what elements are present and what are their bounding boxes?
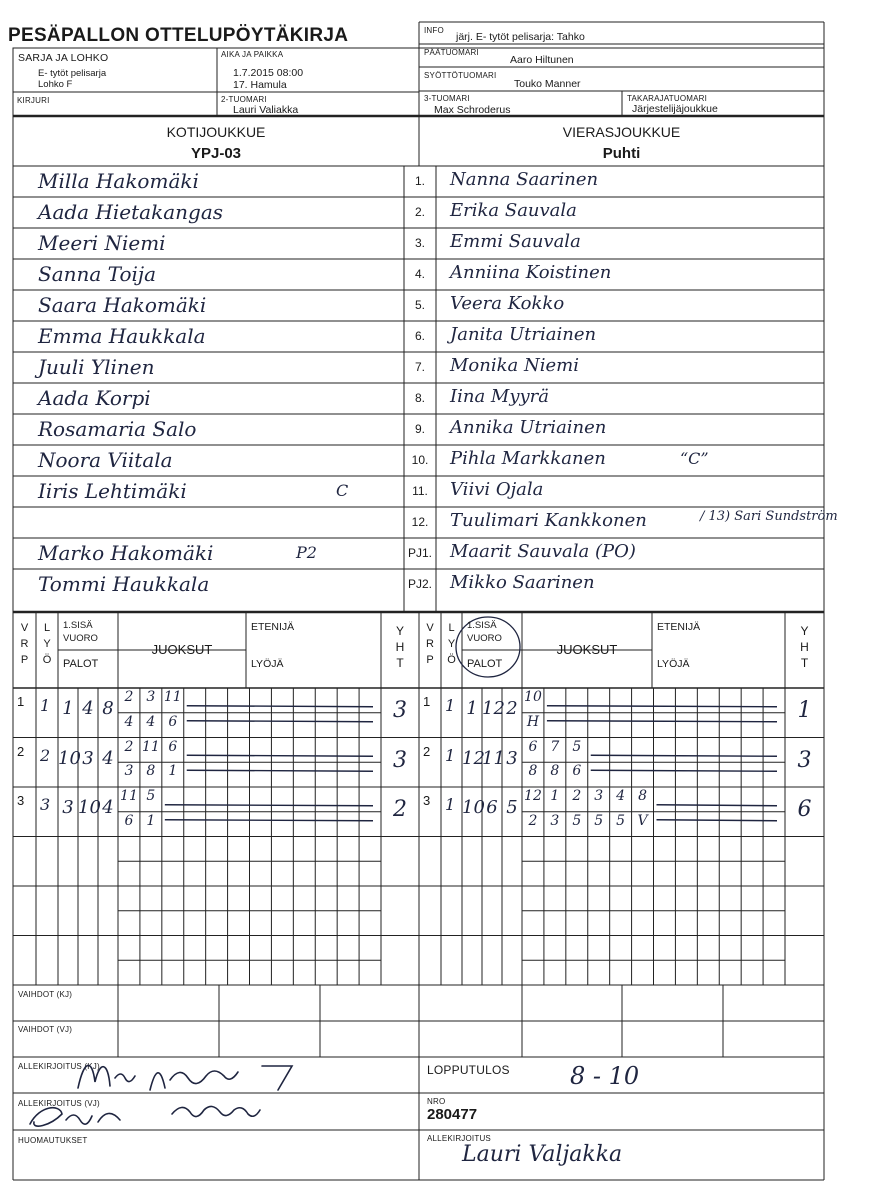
home-player-name: Emma Haukkala [38, 324, 206, 348]
vaihdot-kj-label: VAIHDOT (KJ) [18, 990, 73, 999]
away-player-name: Maarit Sauvala (PO) [450, 541, 636, 562]
period-total: 3 [393, 747, 407, 773]
palot-value: 3 [506, 747, 518, 769]
run-top-value: 6 [168, 738, 178, 755]
run-top-value: 1 [550, 788, 560, 804]
run-bottom-value: 4 [146, 713, 156, 730]
away-player-name: Nanna Saarinen [450, 169, 599, 190]
run-bottom-value: 4 [124, 713, 134, 730]
run-bottom-value: 6 [168, 713, 178, 730]
strike-line [187, 706, 373, 707]
yht-header: T [396, 656, 404, 670]
aika-value: 1.7.2015 08:00 [233, 67, 304, 79]
palot-header: PALOT [63, 658, 99, 670]
run-bottom-value: 8 [146, 763, 156, 780]
takaraja-value: Järjestelijäjoukkue [632, 103, 718, 115]
away-player-name: Viivi Ojala [450, 479, 544, 500]
yht-header: H [395, 640, 405, 654]
batting-order-mark: 1 [445, 696, 456, 715]
home-player-name: Aada Hietakangas [38, 200, 223, 224]
run-top-value: 6 [528, 738, 538, 755]
run-bottom-value: 3 [124, 763, 134, 780]
nro-value: 280477 [427, 1106, 478, 1123]
vuoro-header-1: 1.SISÄ [467, 620, 497, 631]
roster-number: 5. [414, 298, 425, 312]
yht-header: Y [395, 624, 404, 638]
batting-order-mark: 1 [445, 795, 456, 814]
yht-header: Y [800, 624, 809, 638]
palot-value: 3 [82, 747, 94, 769]
away-player-mark: “C” [680, 449, 709, 468]
roster-number: 10. [411, 453, 429, 467]
roster-number: 4. [414, 267, 425, 281]
away-player-name: Veera Kokko [450, 293, 565, 314]
strike-line [657, 805, 778, 806]
vrp-header: V [20, 622, 29, 634]
palot-value: 11 [482, 747, 505, 769]
palot-value: 10 [462, 797, 485, 818]
juoksut-header: JUOKSUT [556, 642, 618, 657]
etenija-header: ETENIJÄ [251, 621, 295, 633]
palot-value: 1 [466, 698, 478, 719]
run-bottom-value: 5 [616, 812, 626, 829]
palot-value: 2 [506, 698, 518, 719]
home-player-name: Milla Hakomäki [38, 169, 199, 193]
vrp-header: R [426, 638, 434, 650]
away-player-name: Mikko Saarinen [450, 572, 595, 593]
period-number: 3 [423, 793, 431, 808]
period-total: 2 [393, 797, 407, 822]
syottotuomari-label: SYÖTTÖTUOMARI [424, 71, 497, 80]
home-player-name: Saara Hakomäki [38, 293, 207, 317]
period-number: 1 [423, 694, 431, 709]
vuoro-header-1: 1.SISÄ [63, 620, 93, 631]
run-bottom-value: 6 [572, 763, 582, 780]
away-player-name: Tuulimari Kankkonen [450, 510, 647, 531]
takaraja-label: TAKARAJATUOMARI [627, 94, 708, 103]
nro-label: NRO [427, 1097, 446, 1106]
run-bottom-value: 1 [168, 763, 178, 780]
roster-number: 1. [414, 174, 425, 188]
roster-number: PJ1. [407, 546, 432, 560]
roster-number: 3. [414, 236, 425, 250]
run-bottom-value: 6 [124, 812, 134, 829]
run-top-value: 11 [141, 738, 160, 755]
period-number: 2 [423, 743, 431, 759]
lopputulos-label: LOPPUTULOS [427, 1063, 510, 1077]
period-total: 6 [797, 797, 812, 822]
paatuomari-label: PÄÄTUOMARI [424, 48, 479, 57]
strike-line [165, 820, 373, 821]
lohko-value: Lohko F [38, 79, 73, 90]
away-player-name: Annika Utriainen [450, 417, 607, 438]
run-bottom-value: 1 [146, 812, 156, 829]
period-total: 3 [393, 698, 407, 723]
run-bottom-value: 8 [550, 763, 560, 780]
run-top-value: 12 [524, 788, 542, 804]
away-player-mark: / 13) Sari Sundström [700, 509, 838, 524]
run-top-value: 3 [146, 689, 156, 705]
home-player-mark: C [336, 481, 349, 500]
run-top-value: 5 [146, 788, 156, 804]
info-value: järj. E- tytöt pelisarja: Tahko [456, 31, 585, 43]
batting-order-mark: 3 [40, 795, 51, 814]
run-top-value: 7 [550, 738, 560, 755]
huomautukset-label: HUOMAUTUKSET [18, 1136, 88, 1145]
period-number: 1 [17, 694, 25, 709]
strike-line [591, 755, 777, 756]
ly-header: Y [43, 638, 51, 650]
roster-number: 8. [414, 391, 425, 405]
roster-number: PJ2. [407, 577, 432, 591]
tuomari2-label: 2-TUOMARI [221, 95, 267, 104]
paatuomari-value: Aaro Hiltunen [510, 54, 574, 66]
away-player-name: Erika Sauvala [450, 200, 577, 221]
home-team-label: KOTIJOUKKUE [166, 124, 266, 140]
vrp-header: P [426, 654, 434, 666]
strike-line [657, 820, 778, 821]
run-top-value: 2 [572, 788, 582, 804]
run-top-value: 5 [572, 738, 582, 755]
aika-label: AIKA JA PAIKKA [221, 50, 284, 59]
ly-header: Ö [447, 654, 456, 666]
etenija-header: ETENIJÄ [657, 621, 701, 633]
vrp-header: V [426, 622, 434, 634]
roster-number: 9. [414, 422, 425, 436]
roster-number: 7. [414, 360, 425, 374]
run-top-value: 3 [594, 788, 604, 804]
sarja-label: SARJA JA LOHKO [18, 52, 109, 64]
run-top-value: 10 [524, 689, 542, 705]
tuomari2-value: Lauri Valiakka [233, 104, 299, 116]
home-player-name: Rosamaria Salo [38, 417, 197, 441]
roster-number: 6. [414, 329, 425, 343]
juoksut-header: JUOKSUT [151, 642, 213, 657]
home-player-name: Noora Viitala [38, 448, 173, 472]
syottotuomari-value: Touko Manner [514, 78, 581, 90]
palot-header: PALOT [467, 658, 503, 670]
strike-line [187, 755, 373, 756]
home-player-name: Marko Hakomäki [38, 541, 214, 565]
home-team-name: YPJ-03 [190, 145, 242, 162]
run-bottom-value: 5 [572, 812, 582, 829]
run-bottom-value: 8 [528, 763, 538, 780]
palot-value: 4 [82, 698, 94, 719]
strike-line [591, 770, 777, 771]
home-player-name: Meeri Niemi [38, 231, 166, 255]
palot-value: 4 [102, 797, 114, 818]
referee-signature: Lauri Valjakka [462, 1142, 623, 1167]
batting-order-mark: 1 [40, 696, 51, 715]
run-top-value: 2 [124, 738, 134, 755]
palot-value: 4 [102, 747, 114, 769]
run-top-value: 4 [616, 788, 626, 804]
palot-value: 10 [78, 797, 101, 818]
strike-line [187, 770, 373, 771]
home-player-name: Tommi Haukkala [38, 572, 210, 596]
allekirjoitus-label: ALLEKIRJOITUS [427, 1134, 491, 1143]
period-total: 3 [797, 747, 812, 773]
ly-header: Ö [42, 654, 52, 666]
vuoro-header-2: VUORO [467, 633, 502, 644]
palot-value: 10 [58, 747, 81, 769]
period-total: 1 [797, 698, 812, 723]
roster-number: 12. [411, 515, 429, 529]
vuoro-header-2: VUORO [63, 633, 98, 644]
away-player-name: Emmi Sauvala [450, 231, 581, 252]
palot-value: 6 [486, 797, 498, 818]
away-player-name: Pihla Markkanen [450, 448, 606, 469]
ly-header: L [43, 622, 51, 634]
allekirjoitus-kj-label: ALLEKIRJOITUS (KJ) [18, 1062, 100, 1071]
palot-value: 12 [462, 747, 485, 769]
ly-header: Y [447, 638, 456, 650]
period-number: 3 [17, 793, 25, 808]
vrp-header: R [20, 638, 29, 650]
yht-header: T [800, 656, 809, 670]
ly-header: L [448, 622, 455, 634]
lopputulos-value: 8 - 10 [570, 1062, 640, 1090]
roster-number: 2. [414, 205, 425, 219]
tuomari3-value: Max Schroderus [434, 104, 511, 116]
run-bottom-value: 3 [550, 812, 560, 829]
strike-line [547, 721, 777, 722]
roster-number: 11. [412, 484, 428, 498]
tuomari3-label: 3-TUOMARI [424, 94, 470, 103]
batting-order-mark: 2 [40, 745, 51, 765]
away-player-name: Anniina Koistinen [450, 262, 612, 283]
strike-line [547, 706, 777, 707]
palot-value: 3 [62, 797, 74, 818]
run-top-value: 11 [120, 788, 138, 804]
period-number: 2 [17, 743, 25, 759]
run-top-value: 11 [163, 689, 182, 705]
home-player-name: Juuli Ylinen [38, 355, 155, 379]
run-bottom-value: 5 [594, 812, 604, 829]
strike-line [165, 805, 373, 806]
sarja-value: E- tytöt pelisarja [38, 68, 107, 79]
kirjuri-label: KIRJURI [17, 96, 50, 105]
away-player-name: Iina Myyrä [450, 386, 550, 407]
run-bottom-value: H [526, 713, 540, 730]
vaihdot-vj-label: VAIHDOT (VJ) [18, 1025, 73, 1034]
home-player-name: Aada Korpi [38, 386, 151, 410]
lyoja-header: LYÖJÄ [657, 658, 690, 670]
palot-value: 1 [62, 698, 74, 719]
palot-value: 8 [102, 698, 114, 719]
page-title: PESÄPALLON OTTELUPÖYTÄKIRJA [8, 25, 349, 46]
away-player-name: Monika Niemi [450, 355, 579, 376]
home-player-mark: P2 [296, 543, 317, 562]
run-top-value: 8 [638, 788, 647, 804]
home-player-name: Iiris Lehtimäki [38, 479, 187, 503]
away-team-label: VIERASJOUKKUE [562, 124, 681, 140]
info-label: INFO [424, 26, 444, 35]
palot-value: 5 [506, 797, 518, 818]
vrp-header: P [20, 654, 29, 666]
paikka-value: 17. Hamula [233, 79, 287, 91]
away-team-name: Puhti [602, 145, 641, 162]
yht-header: H [800, 640, 809, 654]
away-player-name: Janita Utriainen [450, 324, 597, 345]
allekirjoitus-vj-label: ALLEKIRJOITUS (VJ) [18, 1099, 100, 1108]
run-top-value: 2 [124, 689, 134, 705]
lyoja-header: LYÖJÄ [251, 658, 284, 670]
run-bottom-value: V [637, 812, 648, 829]
home-player-name: Sanna Toija [38, 262, 157, 286]
strike-line [187, 721, 373, 722]
batting-order-mark: 1 [445, 745, 456, 765]
run-bottom-value: 2 [528, 812, 538, 829]
palot-value: 12 [482, 698, 505, 719]
